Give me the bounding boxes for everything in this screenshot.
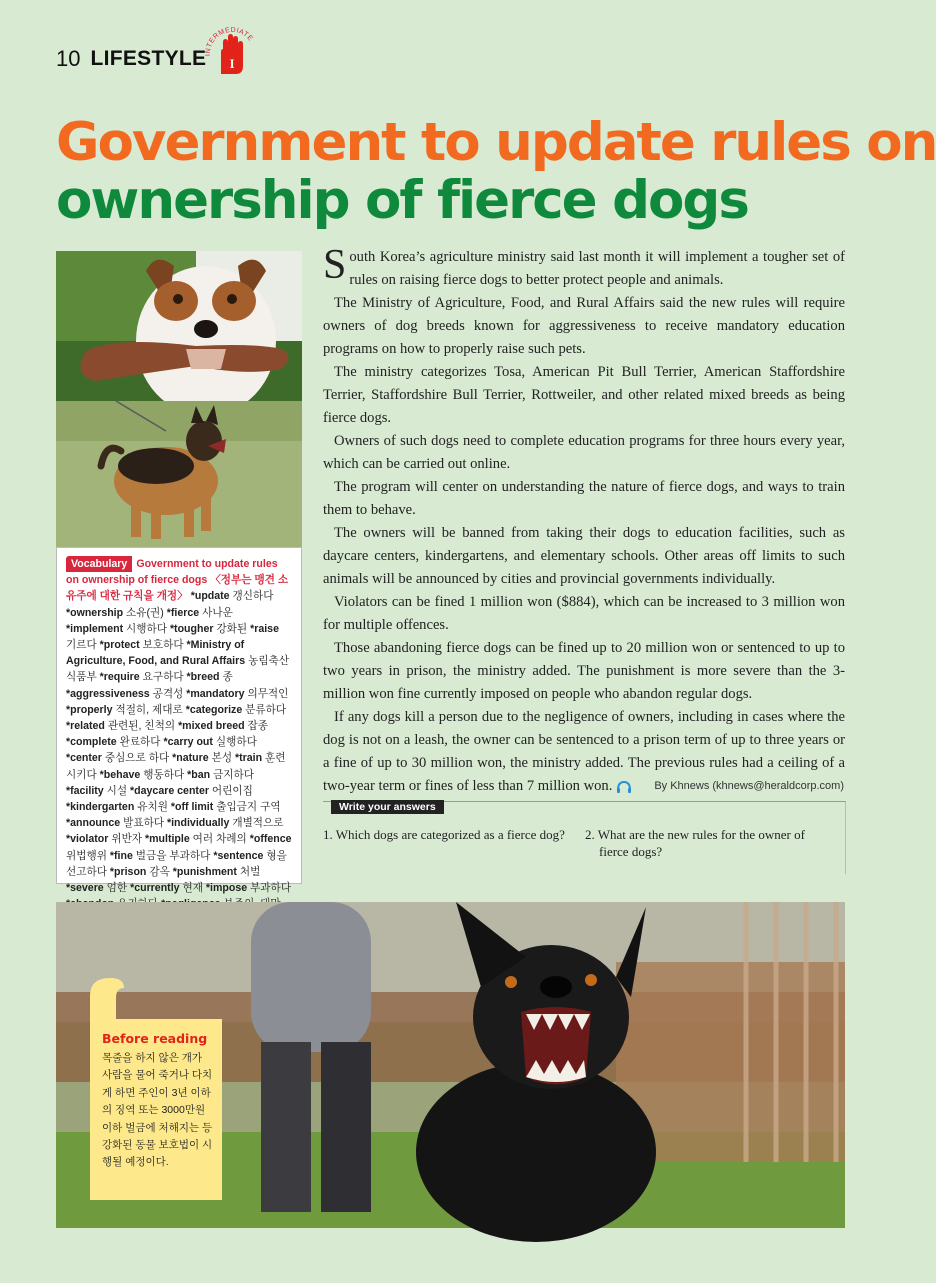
vocab-term: *protect <box>99 639 140 652</box>
vocab-term: *impose <box>205 882 248 895</box>
headline-line2: ownership of fierce dogs <box>56 170 748 231</box>
vocab-term: *Ministry of Agriculture, Food, and Rural Affairs <box>66 639 246 668</box>
vocab-term: *ownership <box>66 606 124 619</box>
question-1: 1. Which dogs are categorized as a fierce dog? <box>323 827 565 842</box>
headline-line1: Government to update rules on <box>56 112 936 173</box>
vocab-meaning: 중심으로 하다 <box>101 752 173 765</box>
vocab-term: *individually <box>166 817 230 830</box>
vocab-term: *require <box>99 671 140 684</box>
vocab-meaning: 위반자 <box>108 833 145 846</box>
vocab-term: *breed <box>186 671 220 684</box>
vocab-term: *mandatory <box>186 687 245 700</box>
vocab-meaning: 요구하다 <box>139 671 187 684</box>
vocab-meaning: 의무적인 <box>244 687 289 700</box>
terrier-bone-photo <box>56 251 302 401</box>
vocab-term: *implement <box>66 622 124 635</box>
vocab-term: *nature <box>172 752 209 765</box>
vocab-term: *kindergarten <box>66 801 135 814</box>
vocab-meaning: 유치원 <box>134 801 171 814</box>
vocab-meaning: 부과하다 <box>247 882 292 895</box>
vocab-meaning: 여러 차례의 <box>189 833 250 846</box>
headphones-icon[interactable] <box>616 780 632 794</box>
note-tab-shape <box>90 978 130 1020</box>
article-paragraph: Those abandoning fierce dogs can be fined up to 20 million won or sentenced to up to two years in prison, the ministry added. The punishment is more severe than the 3-million won fine currently imposed on people who abandon regular dogs. <box>323 640 845 702</box>
vocab-term: *train <box>235 752 263 765</box>
level-letter: I <box>229 56 235 71</box>
vocab-term: *severe <box>66 882 104 895</box>
vocab-meaning: 관련된, 친척의 <box>104 720 179 733</box>
vocab-meaning: 발표하다 <box>120 817 167 830</box>
vocab-term: *tougher <box>169 622 214 635</box>
hand-badge-icon <box>202 22 260 78</box>
vocab-meaning: 처벌 <box>236 865 261 878</box>
vocab-headline-korean: 〈정부는 맹견 소유주에 대한 규칙을 개정〉 <box>66 574 289 603</box>
vocab-meaning: 공격성 <box>149 687 187 700</box>
byline: By Khnews (khnews@heraldcorp.com) <box>654 780 844 792</box>
article-paragraph: Owners of such dogs need to complete education programs for three hours every year, which can be carried out online. <box>323 433 845 472</box>
vocab-meaning: 출입금지 구역 <box>213 801 281 814</box>
article-paragraph: The ministry categorizes Tosa, American Pit Bull Terrier, American Staffordshire Terrier, Staffordshire Bull Terrier, Rottweiler, and other related mixed breeds as being fierce dogs. <box>323 364 845 426</box>
vocab-meaning: 위법행위 <box>66 849 110 862</box>
vocab-meaning: 사나운 <box>199 606 233 619</box>
vocab-meaning: 어린이집 <box>208 784 253 797</box>
write-answers-box <box>323 801 846 874</box>
vocab-meaning: 보호하다 <box>139 639 187 652</box>
vocab-term: *aggressiveness <box>66 687 150 700</box>
vocab-meaning: 잡종 <box>244 720 269 733</box>
vocab-meaning: 종 <box>219 671 233 684</box>
vocab-term: *center <box>66 752 102 765</box>
vocab-meaning: 갱신하다 <box>229 590 274 603</box>
article-paragraph: The program will center on understanding the nature of fierce dogs, and ways to train them to behave. <box>323 479 845 518</box>
vocab-meaning: 기르다 <box>66 639 100 652</box>
vocab-term: *currently <box>130 882 180 895</box>
article-paragraph: The owners will be banned from taking their dogs to education facilities, such as daycare centers, kindergartens, and elementary schools. Other areas off limits to such animals will be announced by cities and provincial governments individually. <box>323 525 845 587</box>
vocab-term: *mixed breed <box>178 720 245 733</box>
article-paragraph: If any dogs kill a person due to the negligence of owners, including in cases where the dog is not on a leash, the owner can be sentenced to a prison term of up to three years or a fine of up to 30 million won, the ministry added. The previous rules had a ceiling of a two-year term or fines of less than 7 million won. <box>323 709 845 794</box>
write-answers-label: Write your answers <box>331 800 444 814</box>
vocab-term: *sentence <box>213 849 264 862</box>
vocab-term: *violator <box>66 833 109 846</box>
question-2: 2. What are the new rules for the owner of fierce dogs? <box>585 827 805 859</box>
vocab-meaning: 벌금을 부과하다 <box>132 849 214 862</box>
page-header <box>56 44 206 74</box>
article-paragraph: Violators can be fined 1 million won ($884), which can be increased to 3 million won for multiple offences. <box>323 594 845 633</box>
before-reading-text: 목줄을 하지 않은 개가 사람을 물어 죽거나 다치게 하면 주인이 3년 이하의 징역 또는 3000만원 이하 벌금에 처해지는 등 강화된 동물 보호법이 시행될 예정이다. <box>102 1052 213 1169</box>
vocab-term: *prison <box>109 865 147 878</box>
vocab-term: *off limit <box>170 801 214 814</box>
section-label: LIFESTYLE <box>90 47 207 70</box>
article-paragraph: South Korea’s agriculture ministry said last month it will implement a tougher set of rules on raising fierce dogs to better protect people and animals. <box>323 242 845 288</box>
article-body <box>323 242 845 798</box>
vocab-term: *fine <box>109 849 133 862</box>
vocab-meaning: 본성 <box>208 752 236 765</box>
page-number: 10 <box>56 46 81 71</box>
vocab-entries <box>66 590 292 926</box>
vocab-term: *complete <box>66 736 117 749</box>
headline <box>56 112 936 231</box>
vocab-term: *multiple <box>144 833 190 846</box>
article-paragraph: The Ministry of Agriculture, Food, and Rural Affairs said the new rules will require owners of dog breeds known for aggressiveness to receive mandatory education programs on how to properly raise such pets. <box>323 295 845 357</box>
vocab-meaning: 감옥 <box>146 865 173 878</box>
vocab-meaning: 농림축산식품부 <box>66 655 290 684</box>
vocab-meaning: 시행하다 <box>123 622 170 635</box>
vocab-meaning: 개별적으로 <box>229 817 284 830</box>
vocab-term: *related <box>66 720 105 733</box>
vocab-term: *properly <box>66 703 113 716</box>
vocab-meaning: 시설 <box>103 784 131 797</box>
vocab-term: *offence <box>249 833 292 846</box>
vocab-term: *carry out <box>163 736 213 749</box>
vocab-meaning: 실행하다 <box>212 736 257 749</box>
before-reading-title: Before reading <box>102 1031 208 1046</box>
vocab-meaning: 적절히, 제대로 <box>112 703 186 716</box>
vocab-term: *ban <box>187 768 211 781</box>
vocab-term: *behave <box>99 768 141 781</box>
vocab-term: *punishment <box>172 865 237 878</box>
vocab-meaning: 완료하다 <box>116 736 164 749</box>
vocab-meaning: 금지하다 <box>210 768 254 781</box>
vocab-meaning: 강화된 <box>213 622 251 635</box>
vocabulary-box <box>56 547 302 895</box>
vocab-term: *fierce <box>166 606 200 619</box>
vocab-term: *facility <box>66 784 104 797</box>
vocab-term: *raise <box>250 622 279 635</box>
vocab-headline: Government to update rules on ownership of fierce dogs <box>66 558 278 587</box>
level-badge-text: INTERMEDIATE <box>204 26 255 57</box>
shepherd-photo <box>56 401 302 547</box>
vocab-meaning: 현재 <box>179 882 206 895</box>
vocab-meaning: 소유(권) <box>123 606 167 619</box>
vocab-meaning: 행동하다 <box>140 768 188 781</box>
vocab-term: *daycare center <box>130 784 209 797</box>
vocab-meaning: 훈련시키다 <box>66 752 286 781</box>
vocab-term: *announce <box>66 817 121 830</box>
vocab-term: *categorize <box>185 703 243 716</box>
vocab-meaning: 형을 선고하다 <box>66 849 287 878</box>
vocab-term: *update <box>190 590 230 603</box>
vocab-meaning: 분류하다 <box>242 703 287 716</box>
vocabulary-tag: Vocabulary <box>66 556 132 572</box>
vocab-meaning: 엄한 <box>103 882 131 895</box>
drop-cap: S <box>323 242 347 288</box>
before-reading-note <box>90 1019 222 1200</box>
